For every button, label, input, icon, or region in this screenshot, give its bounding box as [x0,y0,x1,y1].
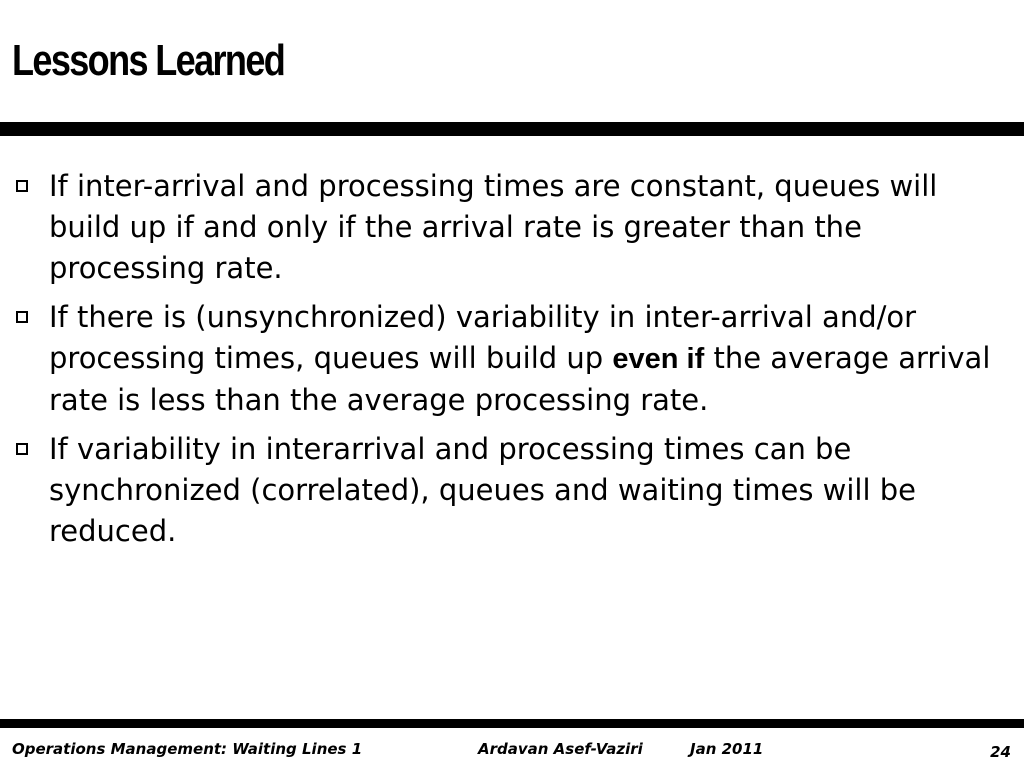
square-bullet-icon [16,311,28,323]
bullet-item-1 [0,166,1024,289]
bullet-item-2 [0,297,1024,421]
bullet-text-3: If variability in interarrival and processing times can be synchronized (correlated), queues and waiting times will be reduced. [49,432,917,548]
footer-date: Jan 2011 [690,740,764,758]
bullet-text-2-after: the average arrival rate is less than the average processing rate. [49,341,991,417]
page-number: 24 [990,743,1011,761]
slide-title: Lessons Learned [12,36,285,85]
bullet-item-3 [0,429,1024,552]
bullet-text-2-before: If there is (unsynchronized) variability in inter-arrival and/or processing times, queues will build up [49,300,917,375]
square-bullet-icon [16,443,28,455]
bullet-text-1: If inter-arrival and processing times are constant, queues will build up if and only if the arrival rate is greater than the processing rate. [49,169,938,285]
footer-divider [0,719,1024,728]
bullet-text-2-emphasis: even if [612,343,705,375]
bullet-list [0,166,1024,560]
footer-course-title: Operations Management: Waiting Lines 1 [12,740,363,758]
square-bullet-icon [16,180,28,192]
title-divider [0,122,1024,136]
footer-author: Ardavan Asef-Vaziri [478,740,643,758]
